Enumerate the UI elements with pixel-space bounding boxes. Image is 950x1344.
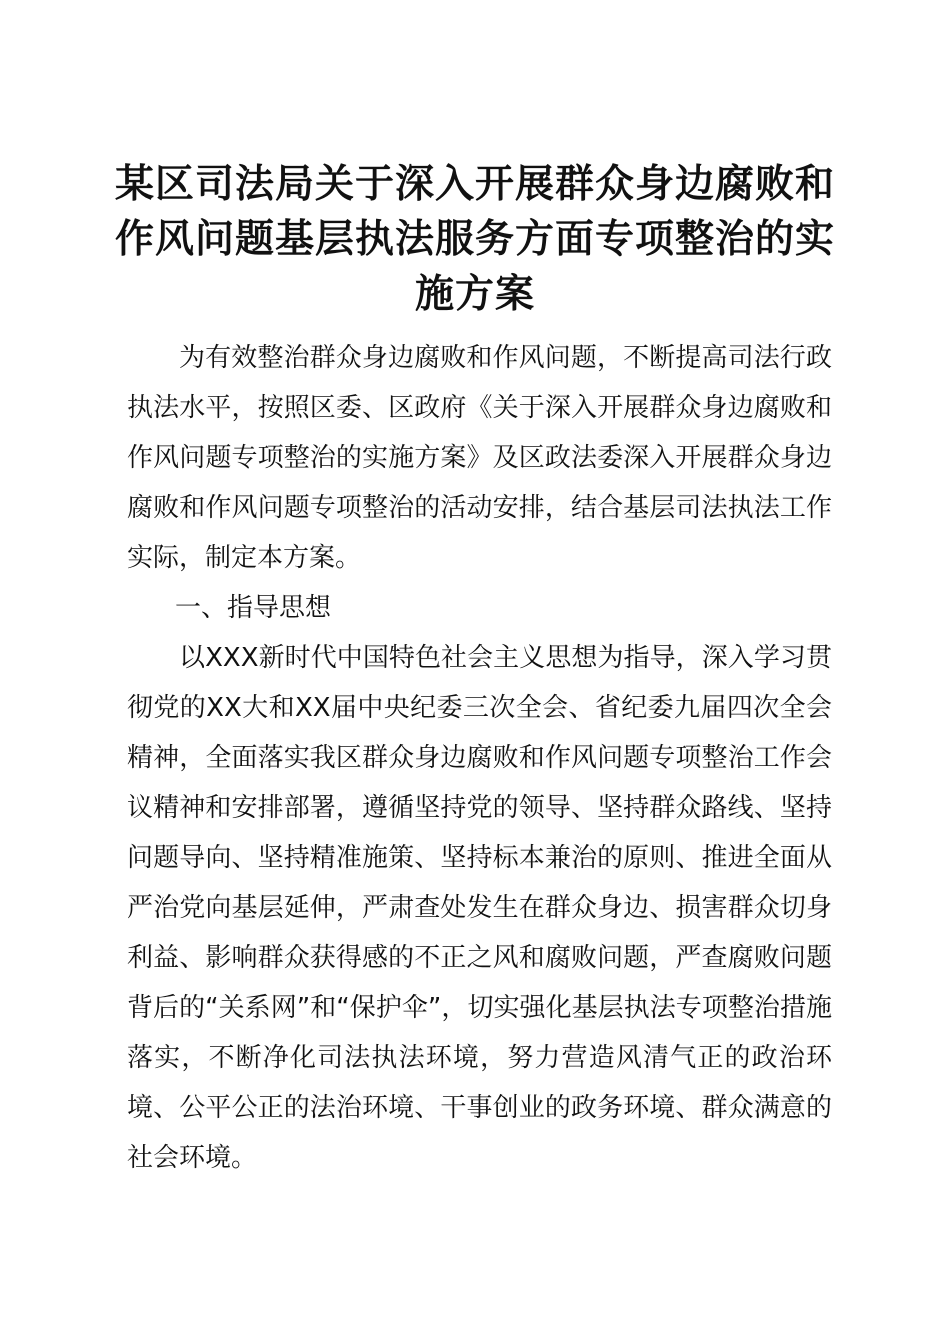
guiding-ideology-paragraph: 以XXX新时代中国特色社会主义思想为指导，深入学习贯彻党的XX大和XX届中央纪委三次全会、省纪委九届四次全会精神，全面落实我区群众身边腐败和作风问题专项整治工作会议精神和安排部署，遵循坚持党的领导、坚持群众路线、坚持问题导向、坚持精准施策、坚持标本兼治的原则、推进全面从严治党向基层延伸，严肃查处发生在群众身边、损害群众切身利益、影响群众获得感的不正之风和腐败问题，严查腐败问题背后的“关系网”和“保护伞”，切实强化基层执法专项整治措施落实，不断净化司法执法环境，努力营造风清气正的政治环境、公平公正的法治环境、干事创业的政务环境、群众满意的社会环境。 bbox=[127, 643, 832, 1173]
document-title: 某区司法局关于深入开展群众身边腐败和作风问题基层执法服务方面专项整治的实施方案 bbox=[114, 162, 835, 317]
section-heading-guiding-ideology: 一、指导思想 bbox=[175, 593, 332, 623]
intro-paragraph: 为有效整治群众身边腐败和作风问题，不断提高司法行政执法水平，按照区委、区政府《关于深入开展群众身边腐败和作风问题专项整治的实施方案》及区政法委深入开展群众身边腐败和作风问题专项整治的活动安排，结合基层司法执法工作实际，制定本方案。 bbox=[127, 343, 832, 573]
document-body bbox=[127, 333, 832, 1183]
